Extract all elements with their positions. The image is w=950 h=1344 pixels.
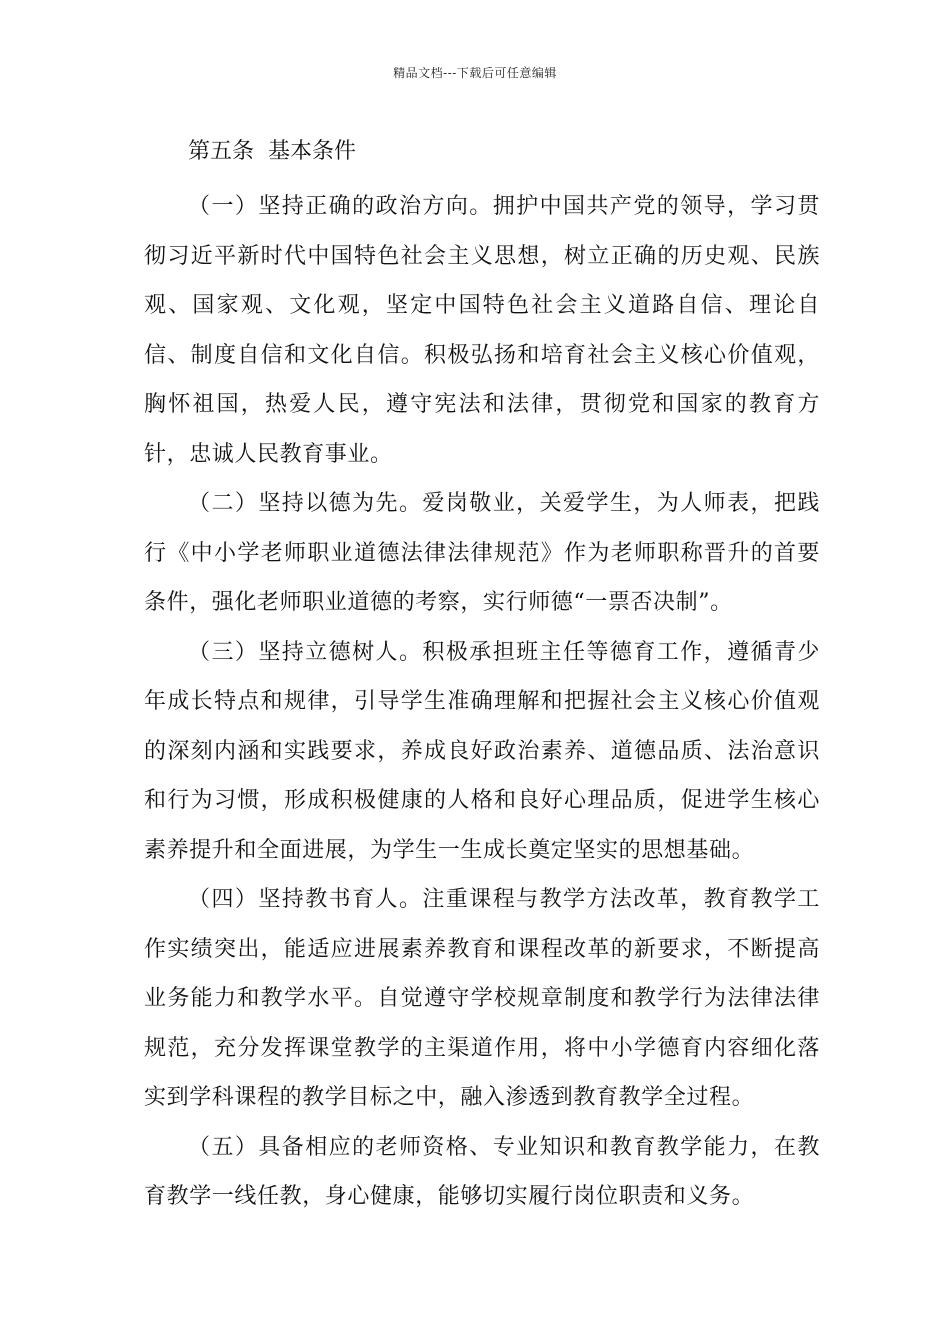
paragraph-1: （一）坚持正确的政治方向。拥护中国共产党的领导，学习贯彻习近平新时代中国特色社会主义思想，树立正确的历史观、民族观、国家观、文化观，坚定中国特色社会主义道路自信、理论自信、制度自信和文化自信。积极弘扬和培育社会主义核心价值观，胸怀祖国，热爱人民，遵守宪法和法律，贯彻党和国家的教育方针，忠诚人民教育事业。 [144, 194, 820, 467]
paragraph-3: （三）坚持立德树人。积极承担班主任等德育工作，遵循青少年成长特点和规律，引导学生准确理解和把握社会主义核心价值观的深刻内涵和实践要求，养成良好政治素养、道德品质、法治意识和行为习惯，形成积极健康的人格和良好心理品质，促进学生核心素养提升和全面进展，为学生一生成长奠定坚实的思想基础。 [144, 639, 820, 863]
section-title: 第五条 基本条件 [188, 139, 356, 164]
paragraph-5: （五）具备相应的老师资格、专业知识和教育教学能力，在教育教学一线任教，身心健康，能够切实履行岗位职责和义务。 [144, 1134, 820, 1209]
article-body [144, 182, 820, 1222]
paragraph-2: （二）坚持以德为先。爱岗敬业，关爱学生，为人师表，把践行《中小学老师职业道德法律法律规范》作为老师职称晋升的首要条件，强化老师职业道德的考察，实行师德“一票否决制”。 [144, 491, 820, 615]
page-header: 精品文档---下载后可任意编辑 [393, 66, 557, 80]
paragraph-4: （四）坚持教书育人。注重课程与教学方法改革，教育教学工作实绩突出，能适应进展素养教育和课程改革的新要求，不断提高业务能力和教学水平。自觉遵守学校规章制度和教学行为法律法律规范，充分发挥课堂教学的主渠道作用，将中小学德育内容细化落实到学科课程的教学目标之中，融入渗透到教育教学全过程。 [144, 887, 820, 1110]
